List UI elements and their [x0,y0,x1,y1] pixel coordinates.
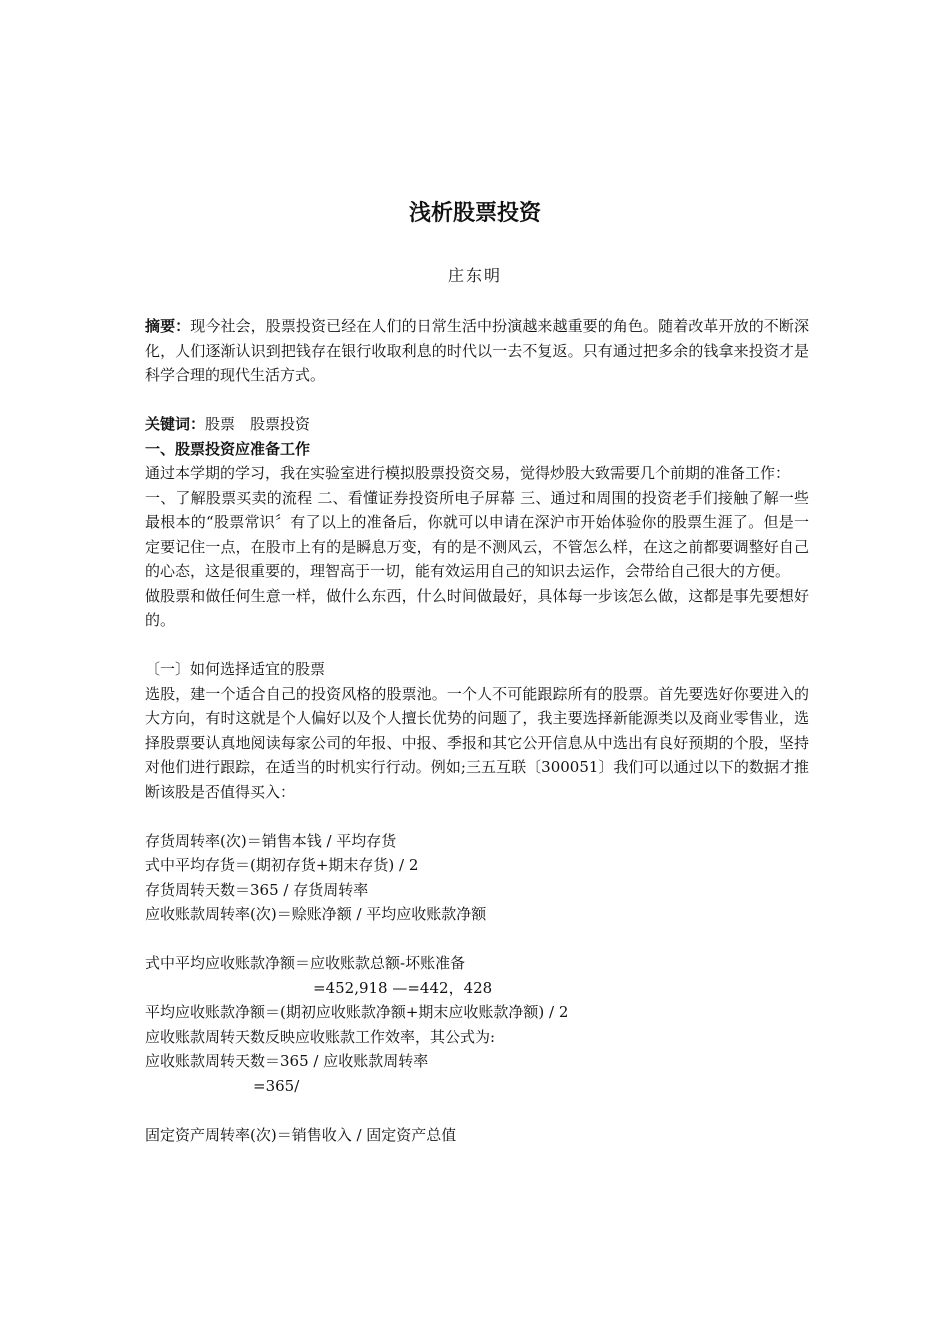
keywords-line [145,412,809,437]
formula-line: 平均应收账款净额＝(期初应收账款净额+期末应收账款净额) / 2 [145,1003,569,1021]
paragraph: 通过本学期的学习，我在实验室进行模拟股票投资交易，觉得炒股大致需要几个前期的准备工作： [145,464,791,482]
formula-line: 应收账款周转天数＝365 / 应收账款周转率 [145,1052,429,1070]
formula-line: 存货周转天数＝365 / 存货周转率 [145,880,369,899]
spacer [145,1098,809,1123]
spacer [145,633,809,658]
paragraph: 做股票和做任何生意一样，做什么东西，什么时间做最好，具体每一步该怎么做，这都是事先要想好的。 [145,586,809,629]
spacer [145,927,809,952]
formula-line: 应收账款周转天数反映应收账款工作效率，其公式为: [145,1027,496,1046]
document-body [145,314,809,1147]
paragraph: 选股，建一个适合自己的投资风格的股票池。一个人不可能跟踪所有的股票。首先要选好你要进入的大方向，有时这就是个人偏好以及个人擅长优势的问题了，我主要选择新能源类以及商业零售业，选择股票要认真地阅读每家公司的年报、中报、季报和其它公开信息从中选出有良好预期的个股，坚持对他们进行跟踪，在适当的时机实行行动。例如;三五互联〔300051〕我们可以通过以下的数据才推断该股是否值得买入： [145,684,809,801]
section-heading: 一、股票投资应准备工作 [145,439,311,458]
keywords-label: 关键词： [145,415,206,433]
formula-line: 存货周转率(次)＝销售本钱 / 平均存货 [145,831,397,850]
abstract-label: 摘要： [145,317,191,335]
document-title: 浅析股票投资 [408,201,541,226]
abstract-paragraph [145,314,809,388]
document-author: 庄东明 [447,266,502,285]
spacer [145,804,809,829]
spacer [145,388,809,413]
formula-line: 应收账款周转率(次)＝赊账净额 / 平均应收账款净额 [145,905,487,923]
formula-line: =452,918 —=442，428 [313,978,493,997]
keywords-text: 股票 股票投资 [205,415,311,433]
paragraph: 一、了解股票买卖的流程 二、看懂证券投资所电子屏幕 三、通过和周围的投资老手们接触了解一些最根本的“股票常识〞有了以上的准备后，你就可以申请在深沪市开始体验你的股票生涯了。但是一定要记住一点，在股市上有的是瞬息万变，有的是不测风云，不管怎么样，在这之前都要调整好自己的心态，这是很重要的，理智高于一切，能有效运用自己的知识去运作，会带给自己很大的方便。 [145,488,809,580]
abstract-text: 现今社会，股票投资已经在人们的日常生活中扮演越来越重要的角色。随着改革开放的不断深化，人们逐渐认识到把钱存在银行收取利息的时代以一去不复返。只有通过把多余的钱拿来投资才是科学合理的现代生活方式。 [145,317,809,384]
formula-line: 式中平均应收账款净额＝应收账款总额-坏账准备 [145,954,466,972]
formula-line: 固定资产周转率(次)＝销售收入 / 固定资产总值 [145,1125,457,1144]
formula-line: =365/ [253,1076,300,1095]
formula-line: 式中平均存货＝(期初存货+期末存货) / 2 [145,856,419,874]
subsection-heading: 〔一〕如何选择适宜的股票 [145,660,326,678]
